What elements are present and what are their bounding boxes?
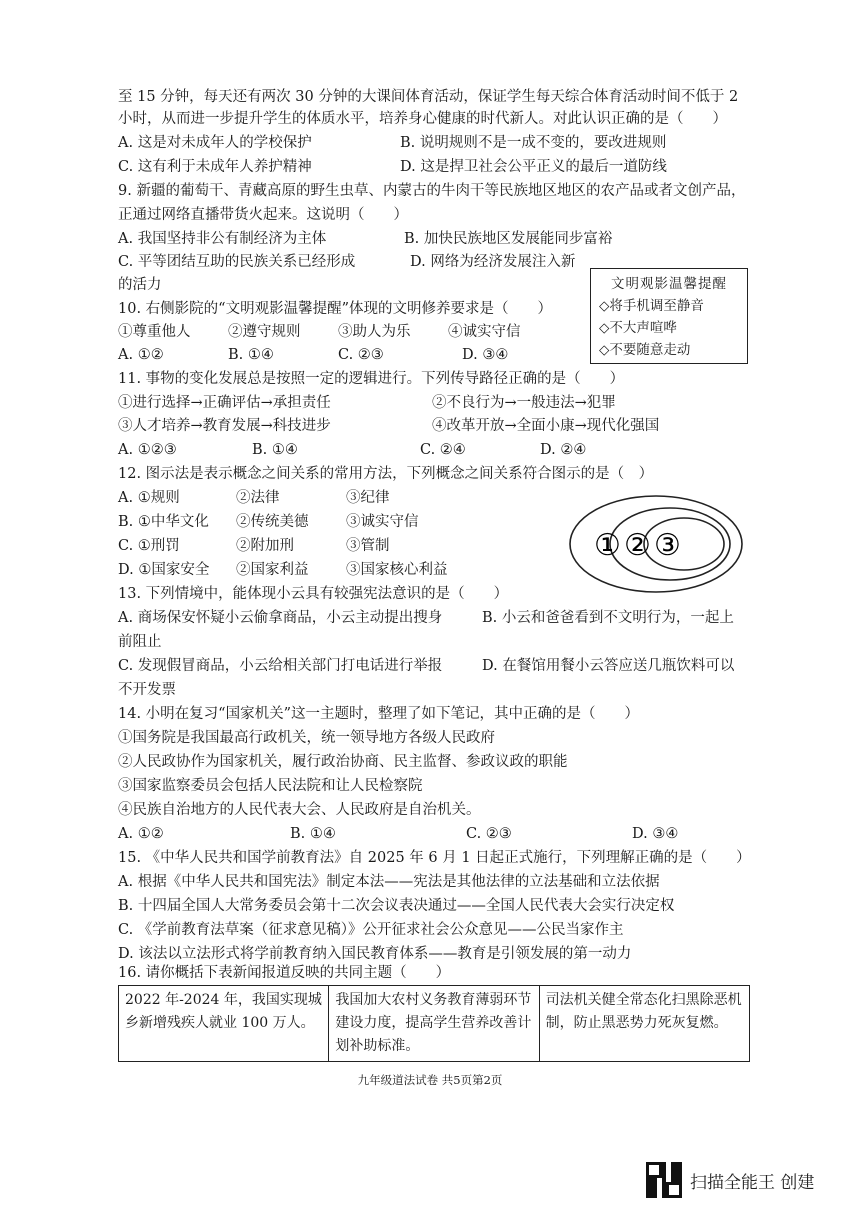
option: D. ③④ bbox=[632, 826, 679, 842]
option: B. ①中华文化 bbox=[118, 514, 209, 530]
option: B. 加快民族地区发展能同步富裕 bbox=[404, 231, 613, 247]
cinema-reminder-box bbox=[590, 268, 748, 364]
question-11: 11. 事物的变化发展总是按照一定的逻辑进行。下列传导路径正确的是（ ） bbox=[118, 371, 625, 387]
qr-code-icon bbox=[646, 1162, 682, 1198]
question-9: 9. 新疆的葡萄干、青藏高原的野生虫草、内蒙古的牛肉干等民族地区地区的农产品或者文创产品， bbox=[118, 183, 746, 199]
option: ②不良行为→一般违法→犯罪 bbox=[432, 395, 616, 411]
option: ③助人为乐 bbox=[338, 324, 411, 340]
option: ④诚实守信 bbox=[448, 324, 521, 340]
option: ②传统美德 bbox=[236, 514, 309, 530]
option: D. ①国家安全 bbox=[118, 562, 210, 578]
news-table bbox=[118, 985, 750, 1062]
option: A. 这是对未成年人的学校保护 bbox=[118, 135, 312, 151]
diagram-label-1: ① bbox=[594, 528, 621, 563]
text-line: 不开发票 bbox=[118, 682, 176, 698]
question-15: 15. 《中华人民共和国学前教育法》自 2025 年 6 月 1 日起正式施行，下列理解正确的是（ ） bbox=[118, 850, 751, 866]
option: D. ③④ bbox=[462, 347, 509, 363]
question-12: 12. 图示法是表示概念之间关系的常用方法，下列概念之间关系符合图示的是（ ） bbox=[118, 466, 654, 482]
question-13: 13. 下列情境中，能体现小云具有较强宪法意识的是（ ） bbox=[118, 586, 509, 602]
option: B. 十四届全国人大常务委员会第十二次会议表决通过——全国人民代表大会实行决定权 bbox=[118, 898, 675, 914]
option: C. ②③ bbox=[466, 826, 512, 842]
note-item: ②人民政协作为国家机关，履行政治协商、民主监督、参政议政的职能 bbox=[118, 754, 568, 770]
option: ③国家核心利益 bbox=[346, 562, 448, 578]
scanner-watermark bbox=[646, 1162, 814, 1198]
nested-ellipse-diagram bbox=[566, 492, 746, 596]
option: ①进行选择→正确评估→承担责任 bbox=[118, 395, 331, 411]
question-16: 16. 请你概括下表新闻报道反映的共同主题（ ） bbox=[118, 965, 451, 981]
option: D. 网络为经济发展注入新 bbox=[410, 254, 576, 270]
table-row bbox=[119, 986, 750, 1062]
option: D. 在餐馆用餐小云答应送几瓶饮料可以 bbox=[482, 658, 735, 674]
note-item: ④民族自治地方的人民代表大会、人民政府是自治机关。 bbox=[118, 802, 481, 818]
table-cell: 我国加大农村义务教育薄弱环节建设力度，提高学生营养改善计划补助标准。 bbox=[329, 986, 539, 1062]
option: B. ①④ bbox=[228, 347, 274, 363]
option: ②遵守规则 bbox=[228, 324, 301, 340]
option: ③人才培养→教育发展→科技进步 bbox=[118, 418, 331, 434]
option: B. 小云和爸爸看到不文明行为，一起上 bbox=[482, 610, 734, 626]
reminder-item: ◇不要随意走动 bbox=[599, 342, 691, 358]
option: ③诚实守信 bbox=[346, 514, 419, 530]
question-14: 14. 小明在复习“国家机关”这一主题时，整理了如下笔记，其中正确的是（ ） bbox=[118, 706, 639, 722]
option: D. ②④ bbox=[540, 442, 587, 458]
option: C. ②④ bbox=[420, 442, 466, 458]
table-cell: 2022 年-2024 年，我国实现城乡新增残疾人就业 100 万人。 bbox=[119, 986, 329, 1062]
option: A. 我国坚持非公有制经济为主体 bbox=[118, 231, 327, 247]
option: ②附加刑 bbox=[236, 538, 294, 554]
option: C. 平等团结互助的民族关系已经形成 bbox=[118, 254, 356, 270]
text-line: 小时，从而进一步提升学生的体质水平，培养身心健康的时代新人。对此认识正确的是（ ） bbox=[118, 111, 727, 127]
option: A. 根据《中华人民共和国宪法》制定本法——宪法是其他法律的立法基础和立法依据 bbox=[118, 874, 660, 890]
option: C. 《学前教育法草案（征求意见稿）》公开征求社会公众意见——公民当家作主 bbox=[118, 922, 624, 938]
diagram-label-2: ② bbox=[624, 528, 651, 563]
option: C. ②③ bbox=[338, 347, 384, 363]
table-cell: 司法机关健全常态化扫黑除恶机制，防止黑恶势力死灰复燃。 bbox=[539, 986, 749, 1062]
reminder-title: 文明观影温馨提醒 bbox=[611, 276, 727, 292]
option: C. 发现假冒商品，小云给相关部门打电话进行举报 bbox=[118, 658, 443, 674]
note-item: ③国家监察委员会包括人民法院和让人民检察院 bbox=[118, 778, 423, 794]
option: D. 这是捍卫社会公平正义的最后一道防线 bbox=[400, 159, 667, 175]
option: C. 这有利于未成年人养护精神 bbox=[118, 159, 312, 175]
option: A. 商场保安怀疑小云偷拿商品，小云主动提出搜身 bbox=[118, 610, 443, 626]
option: A. ①规则 bbox=[118, 490, 180, 506]
option: ③纪律 bbox=[346, 490, 390, 506]
option: ④改革开放→全面小康→现代化强国 bbox=[432, 418, 660, 434]
note-item: ①国务院是我国最高行政机关，统一领导地方各级人民政府 bbox=[118, 730, 495, 746]
diagram-label-3: ③ bbox=[654, 528, 681, 563]
reminder-item: ◇将手机调至静音 bbox=[599, 298, 704, 314]
question-10: 10. 右侧影院的“文明观影温馨提醒”体现的文明修养要求是（ ） bbox=[118, 301, 552, 317]
option: D. 该法以立法形式将学前教育纳入国民教育体系——教育是引领发展的第一动力 bbox=[118, 946, 632, 962]
option: B. ①④ bbox=[290, 826, 336, 842]
option: B. ①④ bbox=[252, 442, 298, 458]
text-line: 至 15 分钟，每天还有两次 30 分钟的大课间体育活动，保证学生每天综合体育活动时间不低于 2 bbox=[118, 89, 739, 105]
watermark-text: 扫描全能王 创建 bbox=[690, 1172, 815, 1193]
option: ②国家利益 bbox=[236, 562, 309, 578]
option: ①尊重他人 bbox=[118, 324, 191, 340]
option: ③管制 bbox=[346, 538, 390, 554]
option: ②法律 bbox=[236, 490, 280, 506]
option: B. 说明规则不是一成不变的，要改进规则 bbox=[400, 135, 667, 151]
text-line: 的活力 bbox=[118, 277, 162, 293]
option: A. ①② bbox=[118, 826, 164, 842]
option: C. ①刑罚 bbox=[118, 538, 180, 554]
page-footer: 九年级道法试卷 共5页第2页 bbox=[357, 1073, 503, 1087]
option: A. ①②③ bbox=[118, 442, 177, 458]
option: A. ①② bbox=[118, 347, 164, 363]
text-line: 正通过网络直播带货火起来。这说明（ ） bbox=[118, 207, 408, 223]
reminder-item: ◇不大声喧哗 bbox=[599, 320, 677, 336]
text-line: 前阻止 bbox=[118, 634, 162, 650]
